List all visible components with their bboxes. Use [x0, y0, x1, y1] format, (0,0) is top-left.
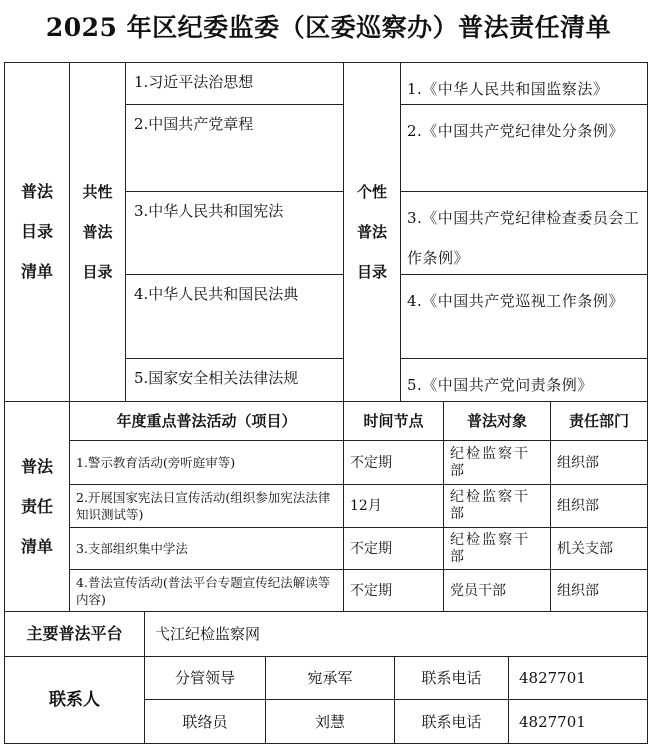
- contact-phone: 4827701: [508, 699, 648, 744]
- department-cell: 组织部: [550, 440, 648, 485]
- department-cell: 组织部: [550, 484, 648, 528]
- page-title: 2025 年区纪委监委（区委巡察办）普法责任清单: [45, 13, 612, 42]
- time-cell: 不定期: [343, 527, 444, 570]
- platform-label: 主要普法平台: [4, 611, 145, 657]
- common-law-item: 3.中华人民共和国宪法: [125, 191, 344, 275]
- activity-cell: 2.开展国家宪法日宣传活动(组织参加宪法法律知识测试等): [69, 484, 344, 528]
- contact-name: 宛承军: [265, 656, 395, 700]
- individual-law-item: 4.《中国共产党巡视工作条例》: [400, 274, 648, 359]
- activity-cell: 1.警示教育活动(旁听庭审等): [69, 440, 344, 485]
- contacts-label: 联系人: [4, 656, 145, 744]
- time-cell: 不定期: [343, 440, 444, 485]
- catalog-section-label: 普法目录清单: [20, 182, 53, 281]
- audience-cell: 纪检监察干部: [443, 527, 551, 570]
- individual-law-item: 3.《中国共产党纪律检查委员会工作条例》: [400, 191, 648, 275]
- common-law-item: 2.中国共产党章程: [125, 104, 344, 192]
- header-audience: 普法对象: [443, 401, 551, 441]
- department-cell: 组织部: [550, 569, 648, 612]
- contact-phone-label: 联系电话: [394, 656, 509, 700]
- individual-law-item: 1.《中华人民共和国监察法》: [400, 62, 648, 105]
- contact-name: 刘慧: [265, 699, 395, 744]
- audience-cell: 党员干部: [443, 569, 551, 612]
- audience-cell: 纪检监察干部: [443, 440, 551, 485]
- header-activity: 年度重点普法活动（项目）: [69, 401, 344, 441]
- contact-phone: 4827701: [508, 656, 648, 700]
- common-label: 共性普法目录: [82, 183, 113, 281]
- time-cell: 不定期: [343, 569, 444, 612]
- audience-cell: 纪检监察干部: [443, 484, 551, 528]
- contact-phone-label: 联系电话: [394, 699, 509, 744]
- individual-law-item: 5.《中国共产党问责条例》: [400, 358, 648, 402]
- department-cell: 机关支部: [550, 527, 648, 570]
- common-law-item: 1.习近平法治思想: [125, 62, 344, 105]
- individual-law-item: 2.《中国共产党纪律处分条例》: [400, 104, 648, 192]
- contact-role: 联络员: [144, 699, 266, 744]
- responsibility-section-label-cell: [4, 401, 70, 612]
- common-law-item: 4.中华人民共和国民法典: [125, 274, 344, 359]
- activity-cell: 4.普法宣传活动(普法平台专题宣传纪法解读等内容): [69, 569, 344, 612]
- contact-role: 分管领导: [144, 656, 266, 700]
- time-cell: 12月: [343, 484, 444, 528]
- catalog-section-label-cell: [4, 62, 70, 402]
- common-law-item: 5.国家安全相关法律法规: [125, 358, 344, 402]
- platform-value: 弋江纪检监察网: [144, 611, 648, 657]
- individual-label: 个性普法目录: [356, 183, 387, 281]
- activity-cell: 3.支部组织集中学法: [69, 527, 344, 570]
- header-department: 责任部门: [550, 401, 648, 441]
- common-label-cell: [69, 62, 126, 402]
- header-time: 时间节点: [343, 401, 444, 441]
- individual-label-cell: [343, 62, 401, 402]
- responsibility-section-label: 普法责任清单: [20, 456, 53, 556]
